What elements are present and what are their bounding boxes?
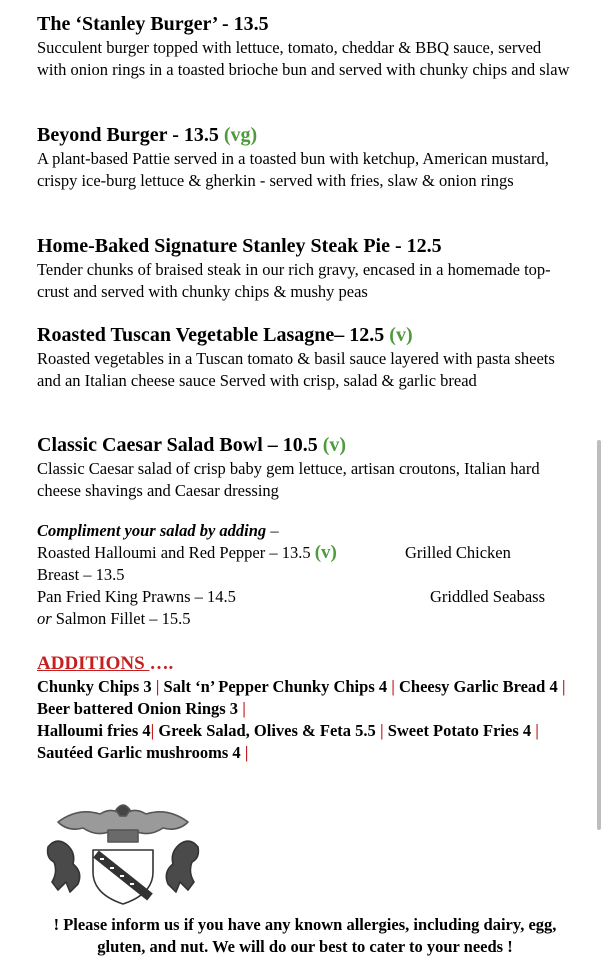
menu-item-description: Roasted vegetables in a Tuscan tomato & basil sauce layered with pasta sheets and an Italian cheese sauce Served with crisp, salad & garlic bread: [37, 349, 555, 390]
menu-item-description: Succulent burger topped with lettuce, tomato, cheddar & BBQ sauce, served with onion rings in a toasted brioche bun and served with chunky chips and slaw: [37, 38, 570, 79]
menu-item-title: The ‘Stanley Burger’ - 13.5: [37, 13, 269, 35]
menu-item-steak-pie: [37, 234, 572, 303]
salad-option-row: or Salmon Fillet – 15.5: [37, 609, 191, 628]
menu-item-title: Classic Caesar Salad Bowl – 10.5 (v): [37, 434, 347, 456]
menu-item-caesar-salad: [37, 433, 572, 502]
addition-item: Sautéed Garlic mushrooms 4: [37, 743, 241, 762]
menu-item-description: Tender chunks of braised steak in our rich gravy, encased in a homemade top-crust and served with chunky chips & mushy peas: [37, 260, 551, 301]
vegetarian-tag: (v): [389, 324, 413, 346]
menu-item-lasagne: [37, 323, 572, 392]
salad-option-row: Breast – 13.5: [37, 565, 125, 584]
menu-item-title: Home-Baked Signature Stanley Steak Pie - 12.5: [37, 235, 442, 257]
addition-item: Chunky Chips 3: [37, 677, 152, 696]
additions-heading: ADDITIONS ….: [37, 653, 174, 674]
addition-item: Sweet Potato Fries 4: [387, 721, 532, 740]
vegan-tag: (vg): [223, 124, 258, 146]
menu-item-stanley-burger: [37, 12, 572, 81]
menu-item-description: A plant-based Pattie served in a toasted bun with ketchup, American mustard, crispy ice-burg lettuce & gherkin - served with fries, slaw & onion rings: [37, 149, 549, 190]
salad-additions-heading: Compliment your salad by adding –: [37, 521, 279, 540]
heraldic-crest-logo: [38, 802, 208, 907]
vegetarian-tag: (v): [314, 542, 337, 563]
menu-item-title: Beyond Burger - 13.5 (vg): [37, 124, 258, 146]
addition-item: Greek Salad, Olives & Feta 5.5: [158, 721, 376, 740]
menu-item-title: Roasted Tuscan Vegetable Lasagne– 12.5 (v): [37, 324, 413, 346]
additions-list: Chunky Chips 3 | Salt ‘n’ Pepper Chunky Chips 4 | Cheesy Garlic Bread 4 | Beer battered Onion Rings 3 | Halloumi fries 4| Greek Salad, Olives & Feta 5.5 | Sweet Potato Fries 4 | Sautéed Garlic mushrooms 4 |: [37, 677, 566, 762]
allergy-notice: ! Please inform us if you have any known allergies, including dairy, egg, gluten, and nut. We will do our best to cater to your needs !: [53, 915, 557, 956]
salad-option-row: Pan Fried King Prawns – 14.5 Griddled Seabass: [37, 587, 546, 606]
vegetarian-tag: (v): [322, 434, 347, 456]
addition-item: Salt ‘n’ Pepper Chunky Chips 4: [163, 677, 388, 696]
salad-option-row: Roasted Halloumi and Red Pepper – 13.5 (v) Grilled Chicken: [37, 542, 511, 563]
scrollbar-thumb[interactable]: [597, 440, 601, 830]
addition-item: Cheesy Garlic Bread 4: [399, 677, 558, 696]
menu-item-beyond-burger: [37, 123, 572, 192]
addition-item: Halloumi fries 4: [37, 721, 151, 740]
additions-section: [37, 652, 577, 764]
salad-additions-section: [37, 520, 577, 630]
menu-item-description: Classic Caesar salad of crisp baby gem lettuce, artisan croutons, Italian hard cheese shavings and Caesar dressing: [37, 459, 540, 500]
addition-item: Beer battered Onion Rings 3: [37, 699, 239, 718]
